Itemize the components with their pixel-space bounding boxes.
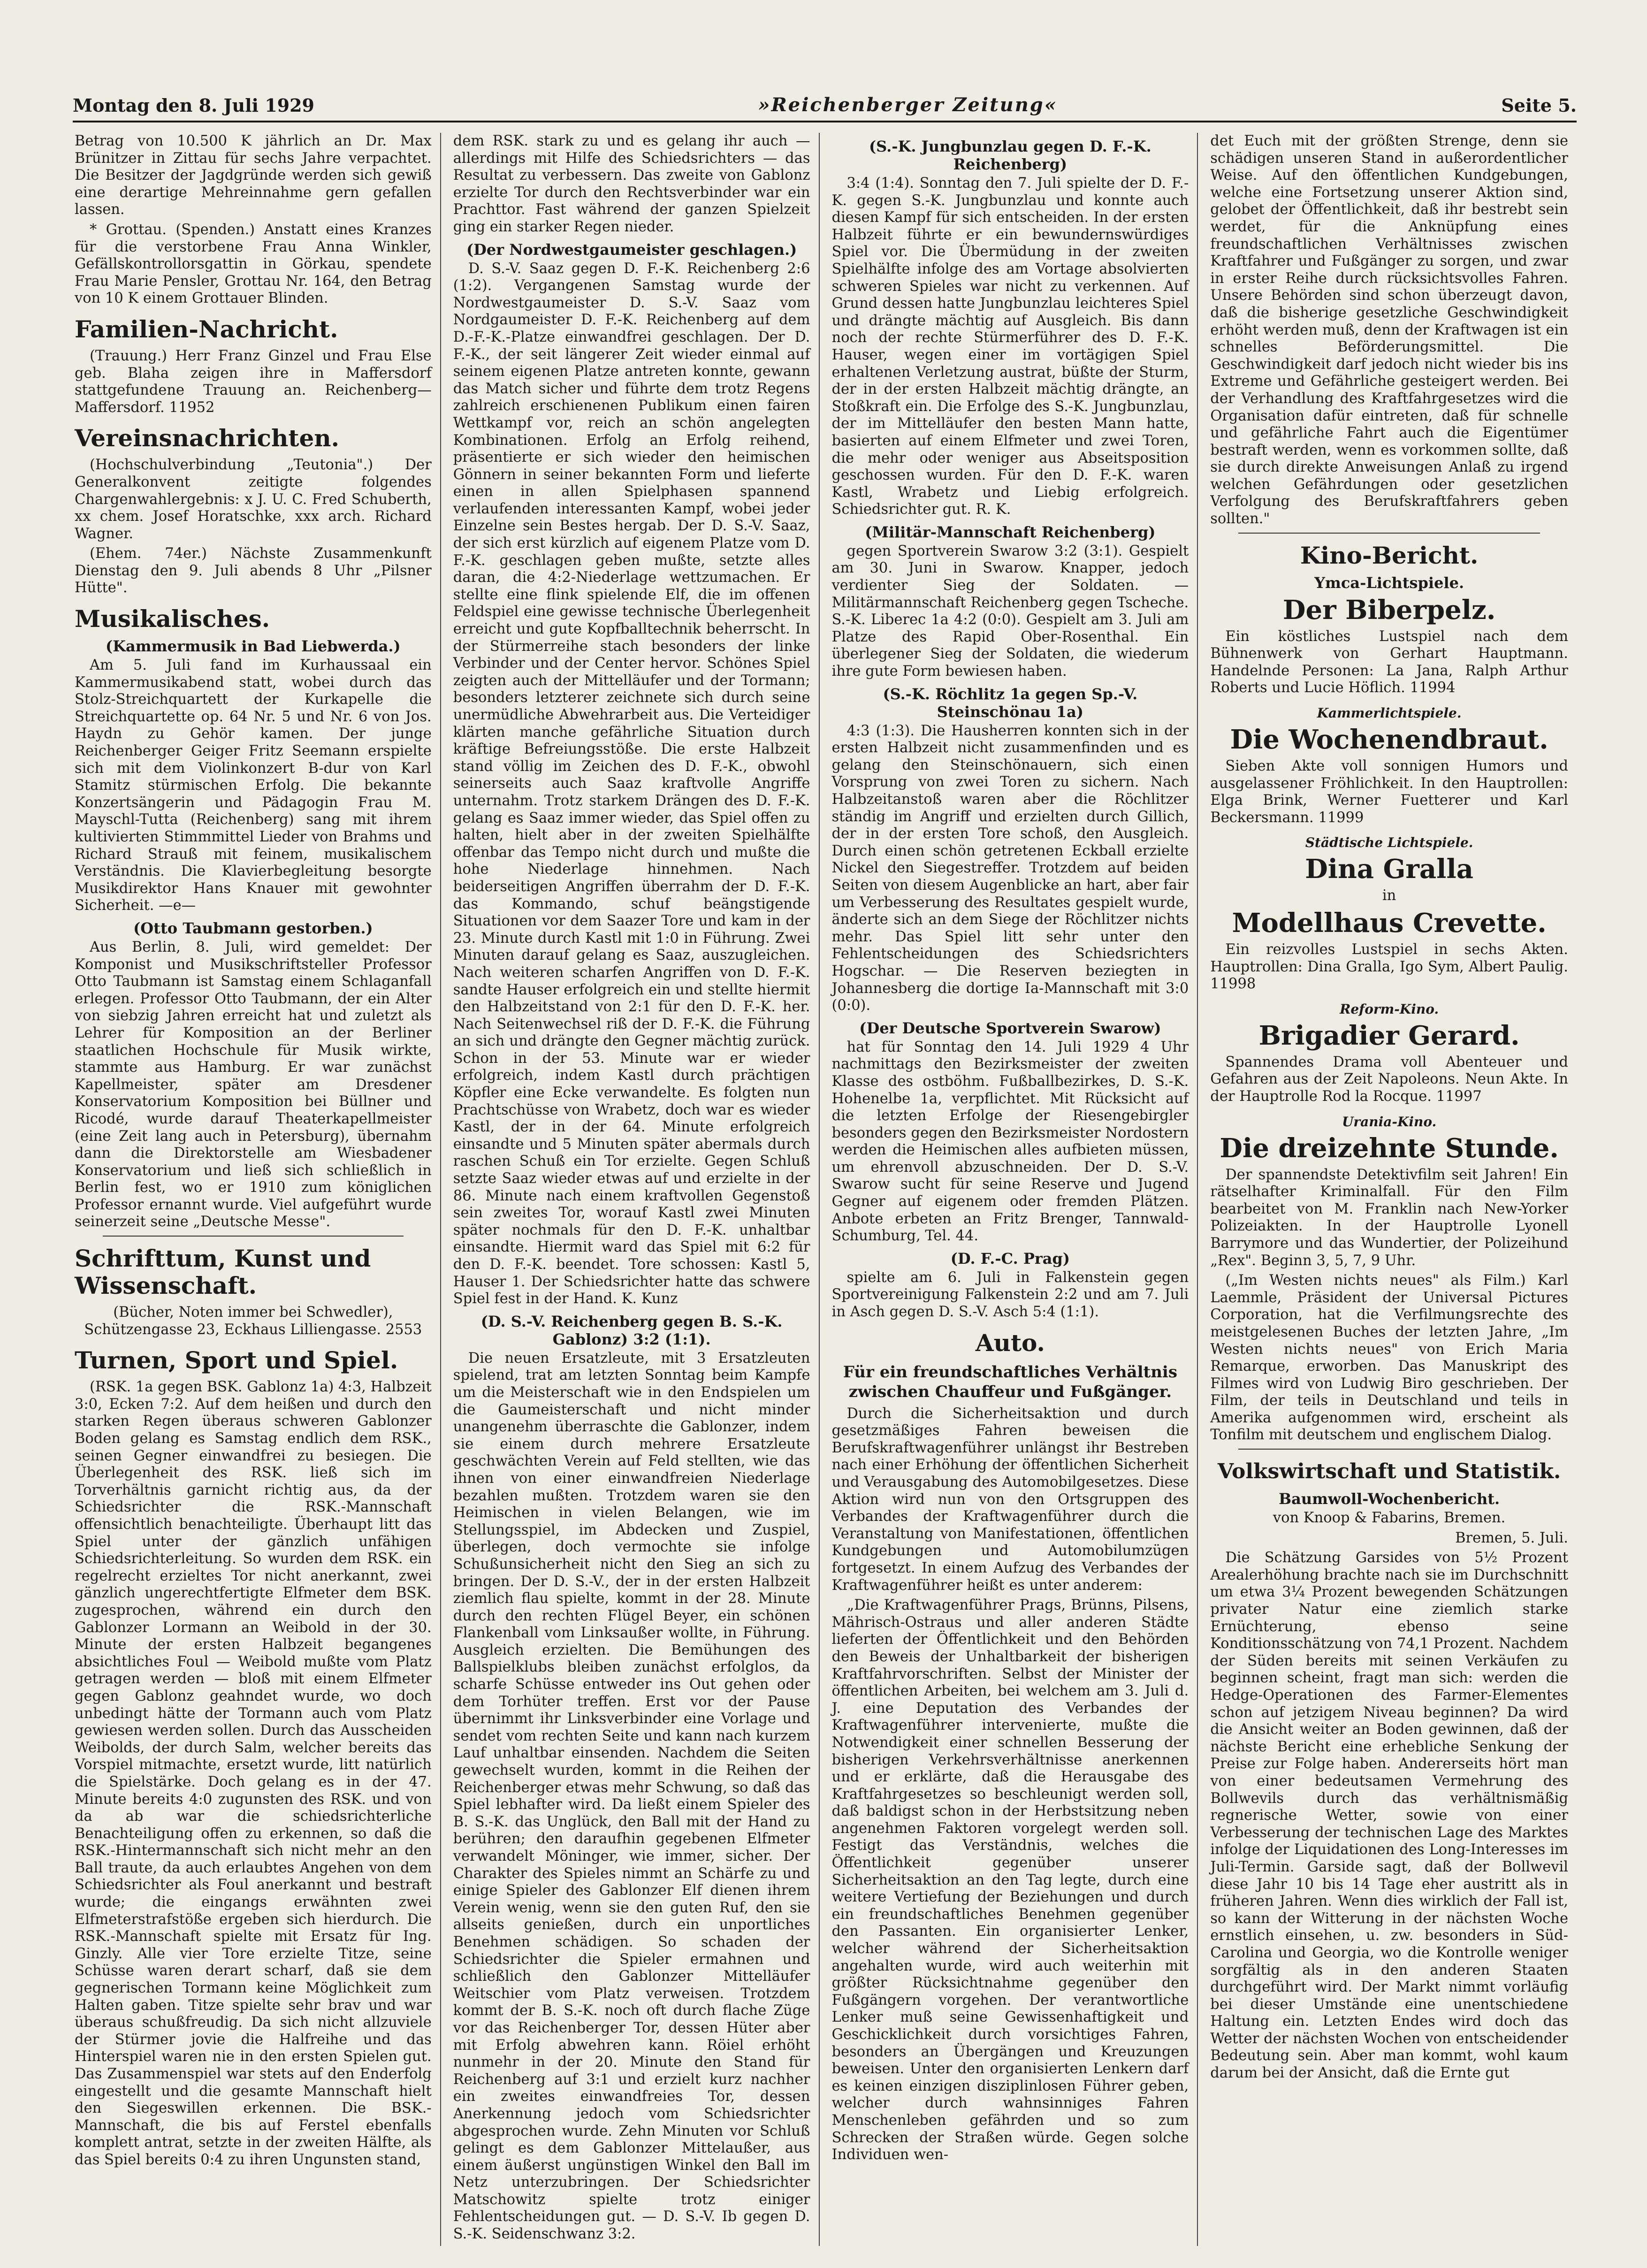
article-text: Der spannendste Detektivfilm seit Jahren! Ein rätselhafter Kriminalfall. Für den Film bearbeitet von M. Franklin nach New-Yorker Polizeiakten. In der Hauptrolle Lyonell Barrymore und das Wundertier, der Polizeihund „Rex". Beginn 3, 5, 7, 9 Uhr. bbox=[1210, 1166, 1568, 1269]
article-text: 3:4 (1:4). Sonntag den 7. Juli spielte der D. F.-K. gegen S.-K. Jungbunzlau und konnte auch diesen Kampf für sich entscheiden. In der ersten Halbzeit führte er ein bewundernswürdiges Spiel vor. Die Übermüdung in der zweiten Spielhälfte infolge des am Vortage absolvierten schweren Spieles war nicht zu verkennen. Auf Grund dessen hatte Jungbunzlau leichteres Spiel und drängte mächtig auf Ausgleich. Bis dann noch der rechte Stürmerführer des D. F.-K. Hauser, wegen einer im vortägigen Spiel erhaltenen Verletzung austrat, büßte der Sturm, der in der ersten Halbzeit mächtig drängte, an Stoßkraft ein. Die Erfolge des S.-K. Jungbunzlau, der im Mittelläufer den besten Mann hatte, basierten auf einem Elfmeter und zwei Toren, die mehr oder weniger aus Abseitsposition geschossen wurden. Für den D. F.-K. waren Kastl, Wrabetz und Liebig erfolgreich. Schiedsrichter gut. R. K. bbox=[831, 175, 1189, 518]
section-heading: Turnen, Sport und Spiel. bbox=[75, 1346, 398, 1375]
article-text: (Ehem. 74er.) Nächste Zusammenkunft Dienstag den 9. Juli abends 8 Uhr „Pilsner Hütte". bbox=[75, 545, 432, 596]
section-heading: Familien-Nachricht. bbox=[75, 315, 338, 343]
column-4 bbox=[1208, 133, 1577, 2246]
sub-heading: (D. F.-C. Prag) bbox=[950, 1249, 1070, 1268]
article-text: spielte am 6. Juli in Falkenstein gegen Sportvereinigung Falkenstein 2:2 und am 7. Juli in Asch gegen D. S.-V. Asch 5:4 (1:1). bbox=[831, 1269, 1189, 1321]
sub-heading: (Otto Taubmann gestorben.) bbox=[133, 919, 373, 937]
article-headline: Für ein freundschaftliches Verhältnis zwischen Chauffeur und Fußgänger. bbox=[843, 1362, 1177, 1401]
masthead bbox=[73, 94, 1577, 122]
film-title: Die dreizehnte Stunde. bbox=[1220, 1132, 1559, 1164]
article-text: Die Schätzung Garsides von 5½ Prozent Arealerhöhung brachte nach sie im Durchschnitt um etwa 3¼ Prozent bewegenden Schätzungen privater Natur eine ziemlich starke Ernüchterung, ebenso seine Konditionsschätzung von 74,1 Prozent. Nachdem der Süden bereits mit seinen Verkäufen zu beginnen scheint, fragt man sich: werden die Hedge-Operationen des Farmer-Elementes schon auf jetzigem Niveau beginnen? Da wird die Ansicht weiter an Boden gewinnen, daß der nächste Bericht eine erhebliche Senkung der Preise zur Folge haben. Andererseits hört man von einer bedeutsamen Vermehrung des Bollwevils durch das verhältnismäßig regnerische Wetter, sowie von einer Verbesserung der technischen Lage des Marktes infolge der Liquidationen des Long-Interesses im Juli-Termin. Garside sagt, daß der Bollwevil diese Jahr 10 bis 14 Tage eher austritt als in früheren Jahren. Wenn dies wirklich der Fall ist, so kann der Witterung in der nächsten Woche ernstlich einsehen, u. zw. besonders in Süd-Carolina und Georgia, wo die Kontrolle weniger sorgfältig als in den anderen Staaten durchgeführt wird. Der Markt nimmt vorläufig bei dieser Umstände eine unentschiedene Haltung ein. Letzten Endes wird doch das Wetter der nächsten Wochen von entscheidender Bedeutung sein. Aber man kommt, wohl kaum darum bei der Ansicht, daß die Ernte gut bbox=[1210, 1550, 1568, 2082]
column-1 bbox=[73, 133, 441, 2246]
dateline: Bremen, 5. Juli. bbox=[1455, 1529, 1568, 1546]
article-text: in bbox=[1382, 887, 1396, 904]
article-text: det Euch mit der größten Strenge, denn sie schädigen unseren Stand in außerordentlicher Weise. Auf den öffentlichen Kundgebungen, welche eine Fortsetzung unserer Aktion sind, gelobet der Öffentlichkeit, daß ihr bestrebt sein werdet, für die Anknüpfung eines freundschaftlichen Verhältnisses zwischen Kraftfahrer und Fußgänger zu sorgen, und zwar in erster Reihe durch rücksichtsvolles Fahren. Unsere Behörden sind schon überzeugt davon, daß die bisherige gesetzliche Geschwindigkeit erhöht werden muß, denn der Kraftwagen ist ein schnelles Beförderungsmittel. Die Geschwindigkeit darf jedoch nicht wieder bis ins Extreme und Gefährliche gesteigert werden. Bei der Verhandlung des Kraftfahrgesetzes wird die Organisation dafür eintreten, daß für schnelle und gefährliche Fahrt auch die Eigentümer bestraft werden, wenn es vorkommen sollte, daß sie durch direkte Anweisungen Anlaß zu irgend welchen Gefährdungen oder gesetzlichen Verfolgung des Berufskraftfahrers geben sollten." bbox=[1210, 133, 1568, 527]
divider bbox=[1238, 533, 1540, 534]
sub-heading: (Kammermusik in Bad Liebwerda.) bbox=[106, 637, 401, 656]
column-3 bbox=[830, 133, 1198, 2246]
cinema-name: Reform-Kino. bbox=[1340, 1001, 1439, 1017]
film-title: Brigadier Gerard. bbox=[1258, 1020, 1520, 1051]
article-text: (Bücher, Noten immer bei Schwedler), Schützengasse 23, Eckhaus Lilliengasse. 2553 bbox=[84, 1304, 422, 1338]
sub-heading: (Der Nordwestgaumeister geschlagen.) bbox=[466, 240, 797, 259]
article-text: Die neuen Ersatzleute, mit 3 Ersatzleuten spielend, trat am letzten Sonntag beim Kampfe um die Meisterschaft wie in den Endspielen um die Gaumeisterschaft und nicht minder unangenehm überraschte die Gablonzer, indem sie einem durch mehrere Ersatzleute geschwächten Verein auf Feld stellten, wie das ihnen von einer einwandfreien Niederlage bezahlen mußten. Trotzdem waren sie den Heimischen in vielen Belangen, wie im Stellungsspiel, im Abdecken und Zuspiel, überlegen, doch vermochte sie infolge Schußunsicherheit nicht den Sieg an sich zu bringen. Der D. S.-V., der in der ersten Halbzeit ziemlich flau spielte, kommt in der 28. Minute durch den rechten Flügel Beyer, ein schönen Flankenball vom Linksaußer wollte, in Führung. Ausgleich erzielten. Die Bemühungen des Ballspielklubs bleiben zunächst erfolglos, da scharfe Schüsse entweder ins Out gehen oder dem Torhüter treffen. Erst vor der Pause übernimmt ihr Linksverbinder eine Vorlage und sendet vom rechten Seite und kann nach kurzem Lauf unhaltbar einsenden. Nachdem die Seiten gewechselt wurden, kommt in die Reihen der Reichenberger etwas mehr Schwung, so daß das Spiel lebhafter wird. Da ließt einem Spieler des B. S.-K. das Unglück, den Ball mit der Hand zu berühren; den daraufhin gegebenen Elfmeter verwandelt Möninger, wie immer, sicher. Der Charakter des Spieles nimmt an Schärfe zu und einige Spieler des Gablonzer Elf dienen ihrem Verein wenig, wenn sie den guten Ruf, den sie allseits genießen, durch ein unportliches Benehmen schädigen. So schaden der Schiedsrichter die Spieler ermahnen und schließlich den Gablonzer Mittelläufer Weitschier vom Platz verweisen. Trotzdem kommt der B. S.-K. noch oft durch flache Züge vor das Reichenberger Tor, dessen Hüter aber mit Erfolg abwehren kann. Röiel erhöht nunmehr in der 20. Minute den Stand für Reichenberg auf 3:1 und erzielt kurz nachher ein zweites einwandfreies Tor, dessen Anerkennung jedoch vom Schiedsrichter abgesprochen wurde. Zehn Minuten vor Schluß gelingt es dem Gablonzer Mittelaußer, aus einem äußerst ungünstigen Winkel den Ball im Netz unterzubringen. Der Schiedsrichter Matschowitz spielte trotz einiger Fehlentscheidungen gut. — D. S.-V. Ib gegen D. S.-K. Seidenschwanz 3:2. bbox=[453, 1350, 810, 2243]
article-text: * Grottau. (Spenden.) Anstatt eines Kranzes für die verstorbene Frau Anna Winkler, Gefällskontrollorsgattin in Görkau, spendete Frau Marie Pensler, Grottau Nr. 164, den Betrag von 10 K einem Grottauer Blinden. bbox=[75, 221, 432, 307]
sub-heading: (S.-K. Jungbunzlau gegen D. F.-K. Reichenberg) bbox=[869, 137, 1151, 173]
columns bbox=[73, 133, 1577, 2243]
page-number: Seite 5. bbox=[1501, 95, 1577, 116]
column-2 bbox=[451, 133, 820, 2246]
article-text: (RSK. 1a gegen BSK. Gablonz 1a) 4:3, Halbzeit 3:0, Ecken 7:2. Auf dem heißen und durch den starken Regen überaus schweren Gablonzer Boden gelang es Samstag endlich dem RSK., seinen Gegner einwandfrei zu besiegen. Die Überlegenheit des RSK. ließ sich im Torverhältnis garnicht richtig aus, da der Schiedsrichter die RSK.-Mannschaft offensichtlich benachteiligte. Überhaupt litt das Spiel unter der gänzlich unfähigen Schiedsrichterleitung. So wurden dem RSK. ein regelrecht erzieltes Tor nicht anerkannt, zwei gänzlich ungerechtfertigte Elfmeter dem BSK. zugesprochen, während ein durch den Gablonzer Lormann an Weibold in der 30. Minute der ersten Halbzeit begangenes absichtliches Foul — Weibold mußte vom Platz getragen werden — bloß mit einem Elfmeter gegen Gablonz geahndet wurde, wo doch unbedingt hätte der Tormann auch vom Platz gewiesen werden sollen. Durch das Ausscheiden Weibolds, der durch Salm, welcher bereits das Vorspiel mitmachte, ersetzt wurde, litt natürlich die Spielstärke. Doch gelang es in der 47. Minute bereits 4:0 zugunsten des RSK. und von da ab war die schiedsrichterliche Benachteiligung offen zu erkennen, so daß die RSK.-Hintermannschaft sich nicht mehr an den Ball traute, da auch erlaubtes Angehen von dem Schiedsrichter als Foul anerkannt und bestraft wurde; die eingangs erwähnten zwei Elfmeterstrafstöße ergeben sich hierdurch. Die RSK.-Mannschaft spielte mit Ersatz für Ing. Ginzly. Alle vier Tore erzielte Titze, seine Schüsse waren derart scharf, daß sie dem gegnerischen Tormann keine Möglichkeit zum Halten gaben. Titze spielte sehr brav und war überaus schußfreudig. Da sich nicht allzuviele der Stürmer jovie die Halfreihe und das Hinterspiel waren nie in den ersten Spielen gut. Das Zusammenspiel war stets auf den Enderfolg eingestellt und die gesamte Mannschaft hielt den Siegeswillen erkennen. Die BSK.-Mannschaft, die bis auf Ferstel ebenfalls komplett antrat, setzte in der zweiten Hälfte, als das Spiel bereits 0:4 zu ihren Ungunsten stand, bbox=[75, 1379, 432, 2168]
cinema-name: Kammerlichtspiele. bbox=[1317, 705, 1462, 721]
divider bbox=[1238, 1449, 1540, 1450]
film-title: Modellhaus Crevette. bbox=[1232, 908, 1547, 939]
article-text: 4:3 (1:3). Die Hausherren konnten sich in der ersten Halbzeit nicht zusammenfinden und es gelang den Steinschönauern, sich einen Vorsprung von zwei Toren zu sichern. Nach Halbzeitanstoß waren aber die Röchlitzer ständig im Angriff und erzielten durch Gillich, der in der ersten Tore schoß, den Ausgleich. Durch einen schön getretenen Eckball erzielte Nickel den Siegestreffer. Trotzdem auf beiden Seiten von diesem Augenblicke an hart, aber fair um Verbesserung des Resultates gespielt wurde, änderte sich an dem Siege der Röchlitzer nichts mehr. Das Spiel litt sehr unter den Fehlentscheidungen des Schiedsrichters Hogschar. — Die Reserven beziegten in Johannesberg die dortige Ia-Mannschaft mit 3:0 (0:0). bbox=[831, 722, 1189, 1014]
article-text: gegen Sportverein Swarow 3:2 (3:1). Gespielt am 30. Juni in Swarow. Knapper, jedoch verdienter Sieg der Soldaten. — Militärmannschaft Reichenberg gegen Tscheche. S.-K. Liberec 1a 4:2 (0:0). Gespielt am 3. Juli am Platze des Rapid Ober-Rosenthal. Ein überlegener Sieg der Soldaten, die wiederum ihre gute Form bewiesen haben. bbox=[831, 542, 1189, 680]
divider bbox=[103, 1236, 404, 1237]
sub-heading: (S.-K. Röchlitz 1a gegen Sp.-V. Steinschönau 1a) bbox=[883, 685, 1138, 721]
issue-date: Montag den 8. Juli 1929 bbox=[73, 95, 314, 116]
cinema-name: Ymca-Lichtspiele. bbox=[1314, 573, 1464, 592]
cinema-name: Urania-Kino. bbox=[1342, 1114, 1437, 1130]
article-text: Durch die Sicherheitsaktion und durch gesetzmäßiges Fahren beweisen die Berufskraftwagenführer unlängst ihr Bestreben nach einer Erhöhung der öffentlichen Sicherheit und Verausgabung des Automobilgesetzes. Diese Aktion wird nun von den Ortsgruppen des Verbandes der Kraftwagenführer durch die Veranstaltung von Manifestationen, öffentlichen Kundgebungen und Automobilumzügen fortgesetzt. In einem Aufzug des Verbandes der Kraftwagenführer heißt es unter anderem: bbox=[831, 1405, 1189, 1594]
article-text: Ein reizvolles Lustspiel in sechs Akten. Hauptrollen: Dina Gralla, Igo Sym, Albert Paulig. 11998 bbox=[1210, 941, 1568, 993]
article-text: (Hochschulverbindung „Teutonia".) Der Generalkonvent zeitigte folgendes Chargenwahlergebnis: x J. U. C. Fred Schuberth, xx chem. Josef Horatschke, xxx arch. Richard Wagner. bbox=[75, 457, 432, 542]
article-text: Ein köstliches Lustspiel nach dem Bühnenwerk von Gerhart Hauptmann. Handelnde Personen: La Jana, Ralph Arthur Roberts und Lucie Höflich. 11994 bbox=[1210, 628, 1568, 696]
article-text: von Knoop & Fabarins, Bremen. bbox=[1273, 1510, 1506, 1527]
section-heading: Musikalisches. bbox=[75, 605, 270, 633]
article-text: Spannendes Drama voll Abenteuer und Gefahren aus der Zeit Napoleons. Neun Akte. In der Hauptrolle Rod la Rocque. 11997 bbox=[1210, 1054, 1568, 1105]
sub-heading: (Der Deutsche Sportverein Swarow) bbox=[859, 1019, 1161, 1037]
section-heading: Schrifttum, Kunst und Wissenschaft. bbox=[75, 1245, 371, 1300]
article-text: („Im Westen nichts neues" als Film.) Karl Laemmle, Präsident der Universal Pictures Corporation, hat die Verfilmungsrechte des meistgelesenen Buches der letzten Jahre, „Im Westen nichts neues" von Erich Maria Remarque, erworben. Das Manuskript des Filmes wird von Ludwig Biro geschrieben. Der Film, der teils in Deutschland und teils in Amerika aufgenommen wird, erscheint als Tonfilm mit deutschem und englischem Dialog. bbox=[1210, 1272, 1568, 1443]
article-text: hat für Sonntag den 14. Juli 1929 4 Uhr nachmittags den Bezirksmeister der zweiten Klasse des ostböhm. Fußballbezirkes, D. S.-K. Hohenelbe 1a, verpflichtet. Mit Rücksicht auf die letzten Erfolge der Riesengebirgler besonders gegen den Bezirksmeister Nordostern werden die Heimischen alles aufbieten müssen, um ehrenvoll abzuschneiden. Der D. S.-V. Swarow sucht für seine Reserve und Jugend Gegner auf eigenem oder fremden Plätzen. Anbote erbeten an Fritz Brenger, Tannwald-Schumburg, Tel. 44. bbox=[831, 1039, 1189, 1245]
sub-heading: (D. S.-V. Reichenberg gegen B. S.-K. Gablonz) 3:2 (1:1). bbox=[480, 1312, 783, 1348]
article-text: D. S.-V. Saaz gegen D. F.-K. Reichenberg 2:6 (1:2). Vergangenen Samstag wurde der Nordwestgaumeister D. S.-V. Saaz vom Nordgaumeister D. F.-K. Reichenberg auf dem D.-F.-K.-Platze einwandfrei geschlagen. Der D. F.-K., der seit längerer Zeit wieder einmal auf seinem eigenen Platze antreten konnte, gewann das Match sicher und führte dem trotz Regens zahlreich erschienenen Publikum einen fairen Wettkampf vor, reich an schön angelegten Kombinationen. Erfolg an Erfolg reihend, präsentierte er sich wieder den heimischen Gönnern in seiner bekannten Form und lieferte einen in allen Spielphasen spannend verlaufenden interessanten Kampf, wobei jeder Einzelne sein Bestes hergab. Der D. S.-V. Saaz, der sich erst kürzlich auf eigenem Platze vom D. F.-K. geschlagen geben mußte, setzte alles daran, die 4:2-Niederlage wettzumachen. Er stellte eine flink spielende Elf, die im offenen Feldspiel eine gewisse technische Überlegenheit erreicht und gute Kopfballtechnik beherrscht. In der Stürmerreihe stach besonders der linke Verbinder und der Center hervor. Schönes Spiel zeigten auch der Mittelläufer und der Tormann; besonders letzterer zeichnete sich durch seine unermüdliche Abwehrarbeit aus. Die Verteidiger klärten manche gefährliche Situation durch kräftige Befreiungsstöße. Die erste Halbzeit stand völlig im Zeichen des D. F.-K., obwohl seinerseits auch Saaz kraftvolle Angriffe unternahm. Trotz starkem Drängen des D. F.-K. gelang es Saaz immer wieder, das Spiel offen zu halten, hielt aber in der zweiten Spielhälfte offenbar das Tempo nicht durch und mußte die hohe Niederlage hinnehmen. Nach beiderseitigen Angriffen überrahm der D. F.-K. das Kommando, schuf beängstigende Situationen vor dem Saazer Tore und kam in der 23. Minute durch Kastl mit 1:0 in Führung. Zwei Minuten darauf gelang es Saaz, auszugleichen. Nach weiteren scharfen Angriffen von D. F.-K. sandte Hauser erfolgreich ein und stellte hiermit den Halbzeitstand von 2:1 für den D. F.-K. her. Nach Seitenwechsel riß der D. F.-K. die Führung an sich und drängte den Gegner mächtig zurück. Schon in der 53. Minute war er wieder erfolgreich, indem Kastl durch prächtigen Köpfler eine Ecke verwandelte. Es folgten nun Prachtschüsse von Wrabetz, doch war es wieder Kastl, der in der 64. Minute erfolgreich einsandte und 5 Minuten später abermals durch raschen Schuß ein Tor erzielte. Gegen Schluß setzte Saaz wieder etwas auf und erzielte in der 86. Minute nach einem kraftvollen Gegenstoß sein zweites Tor, worauf Kastl zwei Minuten später nochmals für den D. F.-K. unhaltbar einsandte. Hiermit ward das Spiel mit 6:2 für den D. F.-K. beendet. Tore schossen: Kastl 5, Hauser 1. Der Schiedsrichter hatte das schwere Spiel fest in der Hand. K. Kunz bbox=[453, 260, 810, 1307]
article-text: „Die Kraftwagenführer Prags, Brünns, Pilsens, Mährisch-Ostraus und aller anderen Städte lieferten der Öffentlichkeit und den Behörden den Beweis der Unhaltbarkeit der bisherigen Kraftfahrvorschriften. Selbst der Minister der öffentlichen Arbeiten, bei welchem am 3. Juli d. J. eine Deputation des Verbandes der Kraftwagenführer intervenierte, mußte die Notwendigkeit einer schnellen Besserung der bisherigen Verkehrsverhältnisse anerkennen und er erklärte, daß die Herausgabe des Kraftfahrgesetzes so beschleunigt werden soll, daß baldigst schon in der Herbstsitzung neben angenehmen Faktoren vorgelegt werden soll. Festigt das Verständnis, welches die Öffentlichkeit gegenüber unserer Sicherheitsaktion an den Tag legte, durch eine weitere Vertiefung der Beziehungen und durch ein freundschaftliches Benehmen gegenüber den Passanten. Ein organisierter Lenker, welcher während der Sicherheitsaktion angehalten wurde, wird auch weiterhin mit größter Rücksichtnahme gegenüber den Fußgängern vorgehen. Der verantwortliche Lenker muß seine Gewissenhaftigkeit und Geschicklichkeit durch vorsichtiges Fahren, besonders an Übergängen und Kreuzungen beweisen. Unter den organisierten Lenkern darf es keinen einzigen disziplinlosen Führer geben, welcher durch wahnsinniges Fahren Menschenleben gefährden und so zum Schrecken der Straßen würde. Gegen solche Individuen wen- bbox=[831, 1597, 1189, 2163]
section-heading: Volkswirtschaft und Statistik. bbox=[1217, 1459, 1561, 1484]
film-star: Dina Gralla bbox=[1305, 854, 1474, 885]
film-title: Der Biberpelz. bbox=[1282, 594, 1496, 626]
paper-title: »Reichenberger Zeitung« bbox=[758, 94, 1058, 116]
article-text: Aus Berlin, 8. Juli, wird gemeldet: Der Komponist und Musikschriftsteller Professor Otto Taubmann ist Samstag einem Schlaganfall erlegen. Professor Otto Taubmann, der ein Alter von siebzig Jahren erreicht hat und zuletzt als Lehrer für Komposition an der Berliner staatlichen Hochschule für Musik wirkte, stammte aus Hamburg. Er war zunächst Kapellmeister, später am Dresdener Konservatorium Komposition bei Büllner und Ricodé, wurde darauf Theaterkapellmeister (eine Zeit lang auch in Petersburg), übernahm dann die Direktorstelle am Wiesbadener Konservatorium und ließ sich schließlich in Berlin fest, wo er 1910 zum königlichen Professor ernannt wurde. Viel aufgeführt wurde seinerzeit seine „Deutsche Messe". bbox=[75, 939, 432, 1230]
film-title: Die Wochenendbraut. bbox=[1230, 724, 1548, 756]
article-text: (Trauung.) Herr Franz Ginzel und Frau Else geb. Blaha zeigen ihre in Maffersdorf stattgefundene Trauung an. Reichenberg—Maffersdorf. 11952 bbox=[75, 347, 432, 416]
article-text: Sieben Akte voll sonnigen Humors und ausgelassener Fröhlichkeit. In den Hauptrollen: Elga Brink, Werner Fuetterer und Karl Beckersmann. 11999 bbox=[1210, 758, 1568, 826]
section-heading: Kino-Bericht. bbox=[1300, 541, 1479, 569]
article-text: Am 5. Juli fand im Kurhaussaal ein Kammermusikabend statt, wobei durch das Stolz-Streichquartett der Kurkapelle die Streichquartette op. 64 Nr. 5 und Nr. 6 von Jos. Haydn zu Gehör kamen. Der junge Reichenberger Geiger Fritz Seemann erspielte sich mit dem Violinkonzert B-dur von Karl Stamitz stürmischen Erfolg. Die bekannte Konzertsängerin und Pädagogin Frau M. Mayschl-Tutta (Reichenberg) sang mit ihrem kultivierten Stimmmittel Lieder von Brahms und Richard Strauß mit feinem, musikalischem Verständnis. Die Klavierbegleitung besorgte Musikdirektor Hans Knauer mit gewohnter Sicherheit. —e— bbox=[75, 657, 432, 914]
section-heading: Auto. bbox=[975, 1329, 1045, 1357]
sub-heading: (Militär-Mannschaft Reichenberg) bbox=[865, 523, 1156, 541]
article-text: dem RSK. stark zu und es gelang ihr auch — allerdings mit Hilfe des Schiedsrichters — das Resultat zu verbessern. Das zweite von Gablonz erzielte Tor durch den Rechtsverbinder war ein Prachttor. Fast während der ganzen Spielzeit ging ein starker Regen nieder. bbox=[453, 133, 810, 235]
article-text: Betrag von 10.500 K jährlich an Dr. Max Brünitzer in Zittau für sechs Jahre verpachtet. Die Besitzer der Jagdgründe werden sich gewiß eine derartige Mehreinnahme gern gefallen lassen. bbox=[75, 133, 432, 218]
sub-heading: Baumwoll-Wochenbericht. bbox=[1279, 1490, 1500, 1508]
section-heading: Vereinsnachrichten. bbox=[75, 424, 340, 452]
cinema-name: Städtische Lichtspiele. bbox=[1305, 835, 1473, 851]
